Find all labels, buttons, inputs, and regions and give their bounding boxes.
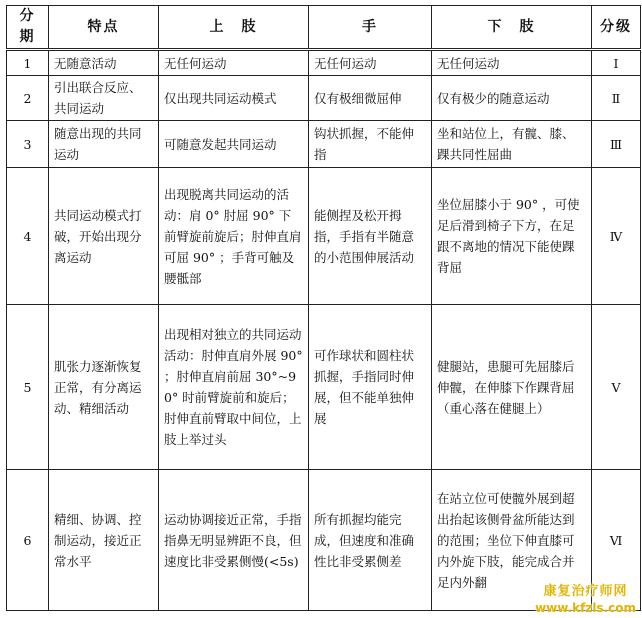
feature-cell: 随意出现的共同运动 — [49, 121, 159, 168]
stage-cell: 3 — [7, 121, 49, 168]
lower-limb-cell: 无任何运动 — [432, 50, 592, 76]
grade-cell: Ⅱ — [592, 76, 641, 121]
brunnstrom-stage-table — [6, 5, 641, 611]
grade-cell: Ⅰ — [592, 50, 641, 76]
feature-cell: 肌张力逐渐恢复正常，有分离运动、精细活动 — [49, 305, 159, 470]
feature-cell: 无随意活动 — [49, 50, 159, 76]
hand-cell: 能侧捏及松开拇指，手指有半随意的小范围伸展活动 — [309, 168, 432, 305]
upper-limb-cell: 出现相对独立的共同运动活动：肘伸直肩外展 90° ；肘伸直肩前屈 30°~90° 时前臂旋前和旋后；肘伸直前臂取中间位，上肢上举过头 — [159, 305, 309, 470]
stage-cell: 2 — [7, 76, 49, 121]
upper-limb-cell: 出现脱离共同运动的活动：肩 0° 肘屈 90° 下前臂旋前旋后；肘伸直肩可屈 90° ；手背可触及腰骶部 — [159, 168, 309, 305]
stage-cell: 1 — [7, 50, 49, 76]
table-row — [7, 121, 641, 168]
hand-cell: 钩状抓握，不能伸指 — [309, 121, 432, 168]
lower-limb-cell: 健腿站，患腿可先屈膝后伸髋，在伸膝下作踝背屈（重心落在健腿上） — [432, 305, 592, 470]
hand-cell: 所有抓握均能完成，但速度和准确性比非受累侧差 — [309, 470, 432, 611]
stage-cell: 5 — [7, 305, 49, 470]
hand-cell: 无任何运动 — [309, 50, 432, 76]
table-row — [7, 76, 641, 121]
header-row — [7, 6, 641, 50]
upper-limb-cell: 可随意发起共同运动 — [159, 121, 309, 168]
lower-limb-cell: 坐位屈膝小于 90° ，可使足后滑到椅子下方，在足跟不离地的情况下能使踝背屈 — [432, 168, 592, 305]
feature-cell: 引出联合反应、共同运动 — [49, 76, 159, 121]
grade-cell: Ⅴ — [592, 305, 641, 470]
feature-cell: 共同运动模式打破，开始出现分离运动 — [49, 168, 159, 305]
upper-limb-cell: 仅出现共同运动模式 — [159, 76, 309, 121]
feature-cell: 精细、协调、控制运动，接近正常水平 — [49, 470, 159, 611]
table-row — [7, 305, 641, 470]
table-row — [7, 50, 641, 76]
watermark-url: www.kfzls.com — [535, 601, 636, 615]
upper-limb-cell: 运动协调接近正常，手指指鼻无明显辨距不良，但速度比非受累侧慢(<5s) — [159, 470, 309, 611]
site-watermark — [535, 584, 636, 616]
lower-limb-cell: 仅有极少的随意运动 — [432, 76, 592, 121]
table-row — [7, 168, 641, 305]
grade-cell: Ⅳ — [592, 168, 641, 305]
header-feature: 特点 — [49, 6, 159, 50]
header-grade: 分级 — [592, 6, 641, 50]
stage-cell: 6 — [7, 470, 49, 611]
header-stage: 分期 — [7, 6, 49, 50]
hand-cell: 可作球状和圆柱状抓握，手指同时伸展，但不能单独伸展 — [309, 305, 432, 470]
lower-limb-cell: 坐和站位上，有髋、膝、踝共同性屈曲 — [432, 121, 592, 168]
hand-cell: 仅有极细微屈伸 — [309, 76, 432, 121]
header-hand: 手 — [309, 6, 432, 50]
grade-cell: Ⅲ — [592, 121, 641, 168]
header-lower-limb: 下 肢 — [432, 6, 592, 50]
upper-limb-cell: 无任何运动 — [159, 50, 309, 76]
watermark-site-name: 康复治疗师网 — [543, 584, 628, 599]
header-upper-limb: 上 肢 — [159, 6, 309, 50]
stage-cell: 4 — [7, 168, 49, 305]
lower-limb-cell: 在站立位可使髋外展到超出抬起该侧骨盆所能达到的范围；坐位下伸直膝可内外旋下肢，能完成合并足内外翻 — [432, 470, 592, 611]
grade-cell: Ⅵ — [592, 470, 641, 611]
